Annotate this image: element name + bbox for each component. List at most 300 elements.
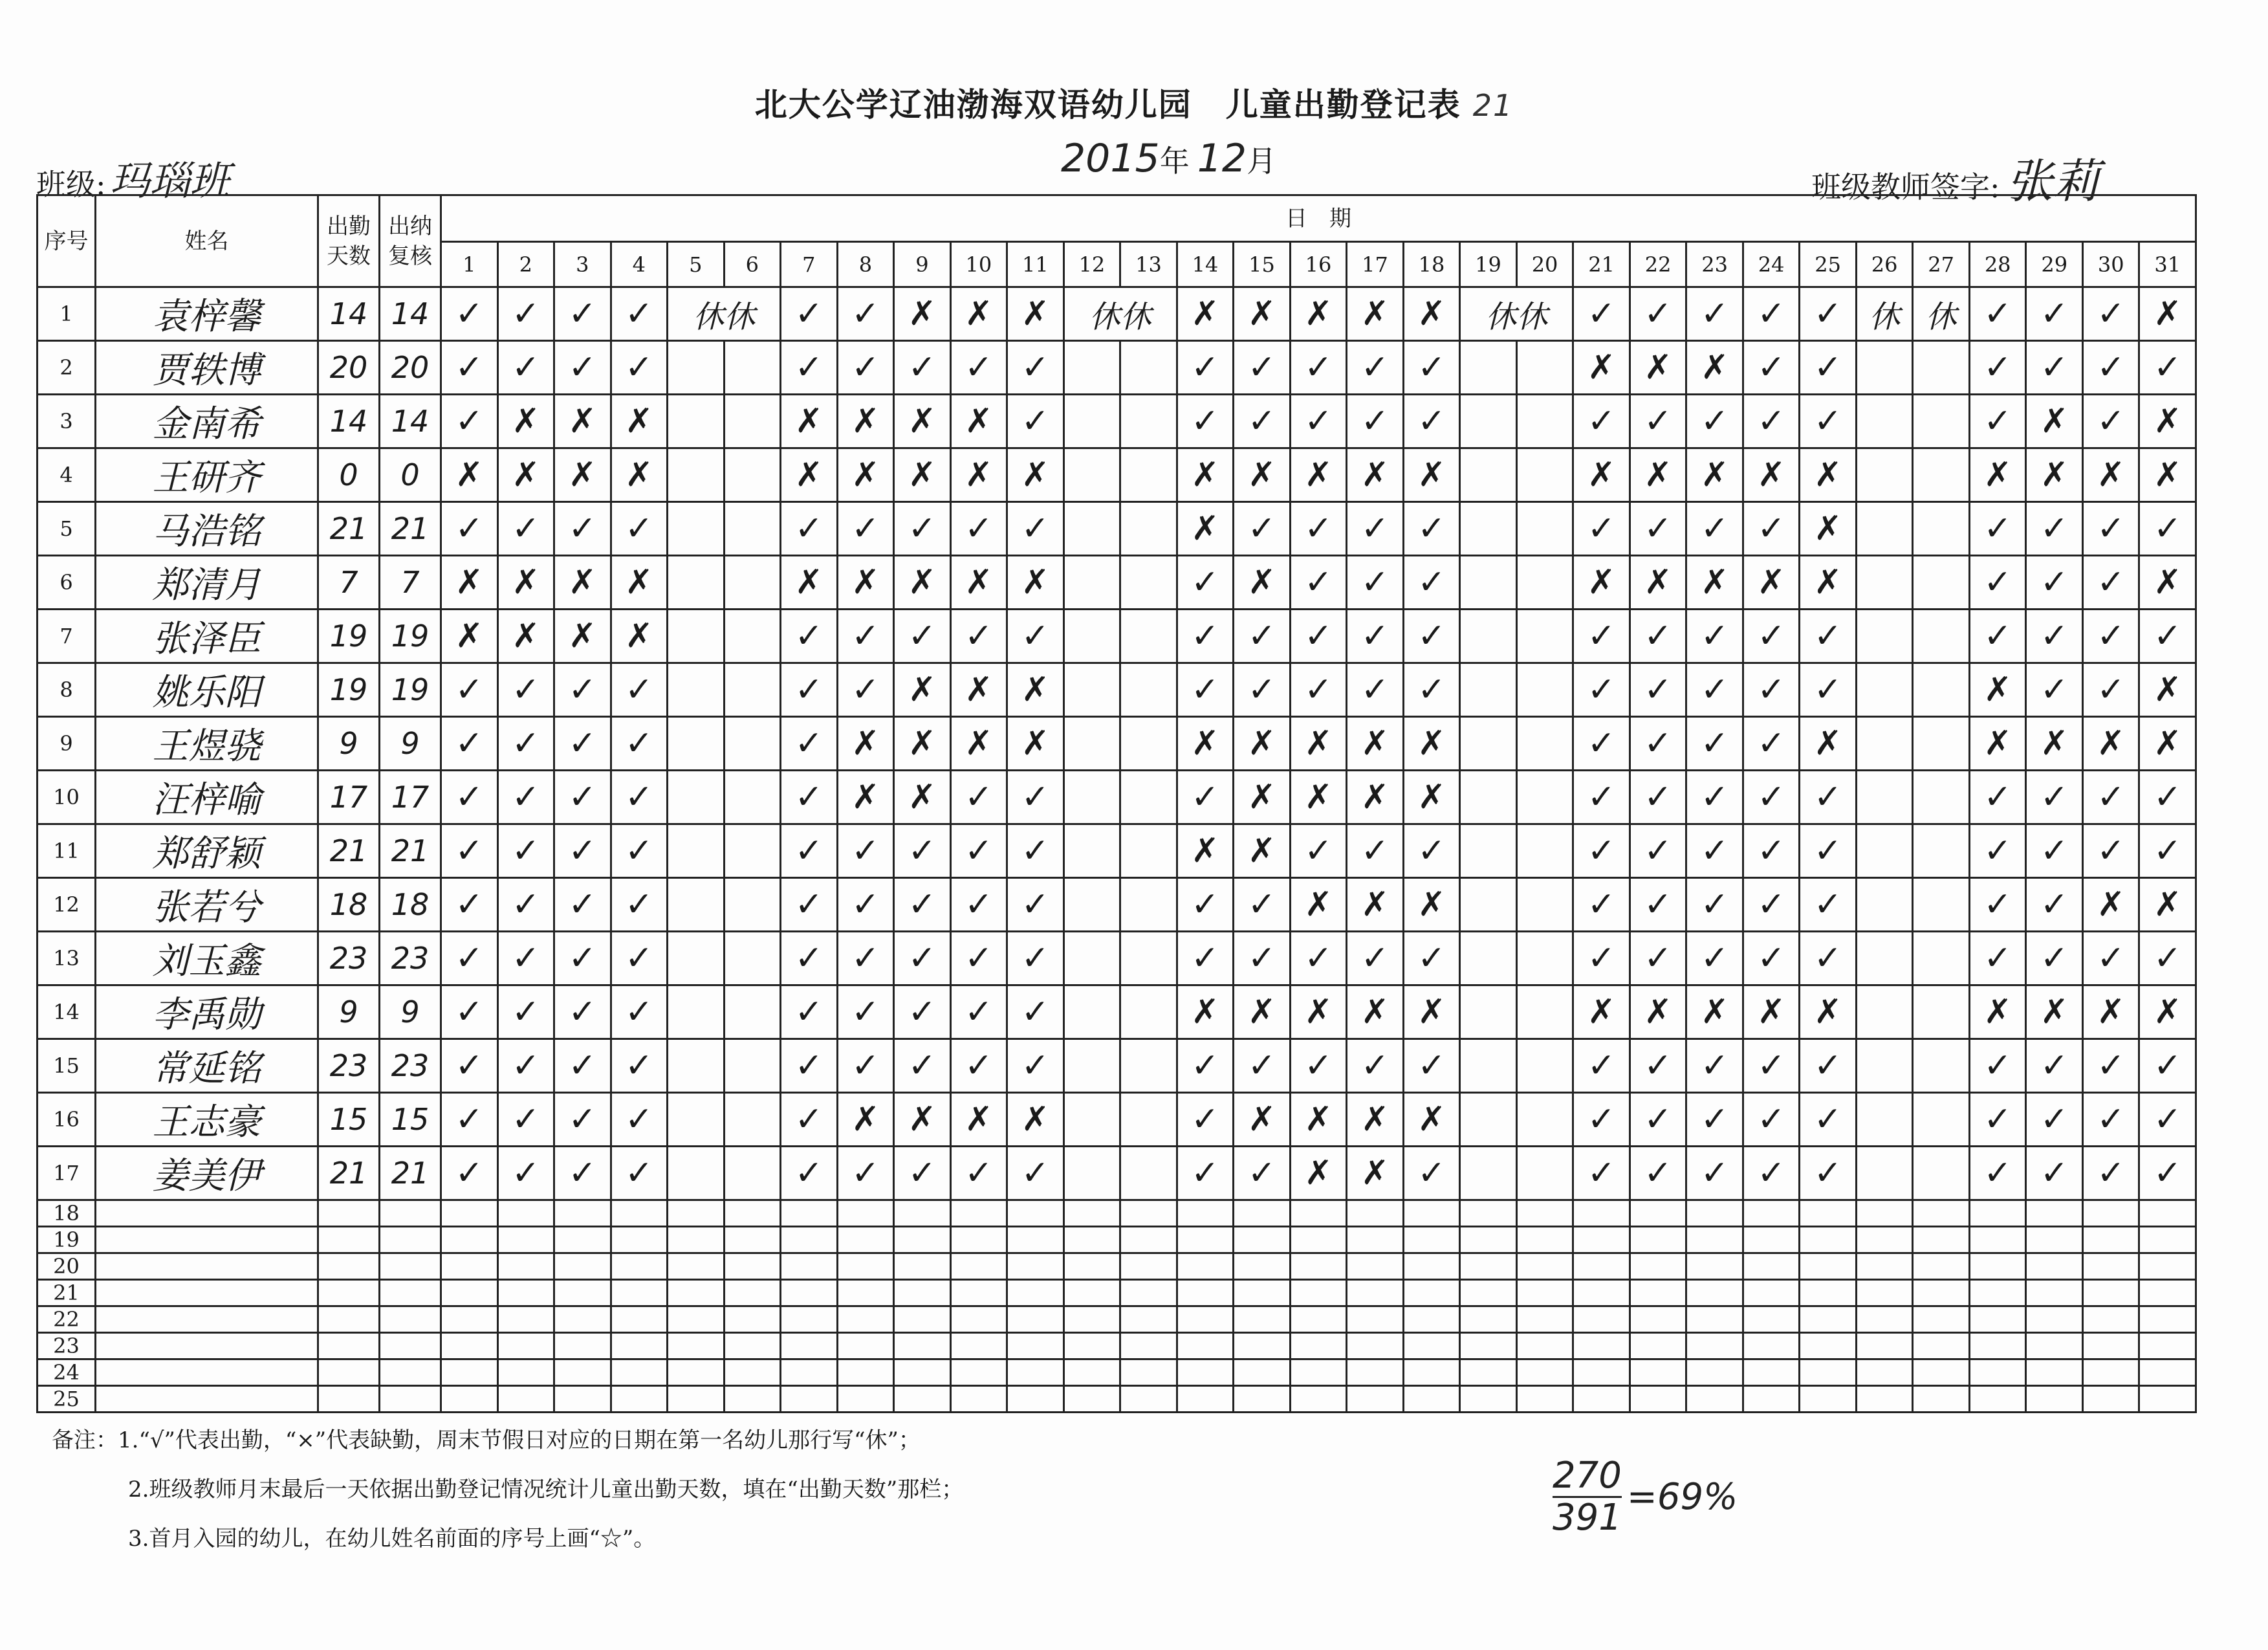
row-number: 24 — [38, 1359, 96, 1386]
attendance-mark — [1913, 663, 1970, 717]
attendance-mark: ✓ — [1743, 824, 1800, 878]
attendance-mark — [1063, 556, 1120, 610]
attendance-mark — [1120, 717, 1177, 771]
recheck-days — [380, 1386, 441, 1413]
attendance-mark: ✓ — [554, 985, 611, 1039]
attendance-mark: ✗ — [837, 717, 894, 771]
attendance-mark — [1800, 1280, 1857, 1306]
attendance-mark — [1856, 771, 1913, 824]
attendance-mark — [1573, 1200, 1630, 1227]
attendance-mark: ✓ — [1234, 341, 1291, 395]
attendance-mark: ✓ — [1573, 287, 1630, 341]
attendance-mark — [1234, 1200, 1291, 1227]
attendance-mark: ✓ — [837, 1039, 894, 1093]
attendance-mark — [837, 1253, 894, 1280]
attend-days — [318, 1333, 380, 1359]
attendance-mark: ✓ — [2082, 663, 2139, 717]
attendance-mark — [2082, 1306, 2139, 1333]
attendance-mark: ✓ — [950, 502, 1007, 556]
attendance-mark — [1516, 502, 1573, 556]
recheck-header: 出纳复核 — [380, 195, 441, 287]
attendance-mark: ✓ — [781, 663, 838, 717]
attendance-mark: ✓ — [894, 932, 951, 985]
attendance-mark: ✓ — [781, 502, 838, 556]
attendance-mark — [894, 1386, 951, 1413]
attendance-mark — [1120, 1280, 1177, 1306]
attendance-mark — [1460, 341, 1517, 395]
attendance-mark: ✓ — [1234, 1039, 1291, 1093]
attendance-mark: ✓ — [837, 663, 894, 717]
attendance-mark — [1234, 1386, 1291, 1413]
child-name: 袁梓馨 — [96, 287, 318, 341]
recheck-days: 19 — [380, 663, 441, 717]
attendance-mark — [724, 771, 781, 824]
attend-days — [318, 1227, 380, 1253]
attendance-mark: ✓ — [497, 771, 554, 824]
attendance-mark: ✗ — [950, 395, 1007, 448]
attendance-mark — [1516, 1306, 1573, 1333]
attendance-mark: ✗ — [1630, 341, 1686, 395]
rest-mark: 休 — [1856, 287, 1913, 341]
attendance-mark: ✓ — [554, 287, 611, 341]
recheck-days: 9 — [380, 985, 441, 1039]
rest-mark: 休休 — [1460, 287, 1573, 341]
attendance-mark — [1403, 1227, 1460, 1253]
attendance-mark — [497, 1253, 554, 1280]
attendance-mark: ✓ — [781, 771, 838, 824]
day-header: 15 — [1234, 242, 1291, 287]
attendance-mark: ✓ — [441, 1039, 498, 1093]
attendance-mark — [2082, 1359, 2139, 1386]
attendance-mark — [1063, 771, 1120, 824]
attendance-mark: ✓ — [1290, 1039, 1347, 1093]
attendance-mark: ✓ — [1347, 1039, 1404, 1093]
attendance-mark — [1856, 932, 1913, 985]
attendance-mark — [724, 1359, 781, 1386]
attendance-mark — [1516, 1200, 1573, 1227]
attendance-mark — [668, 1359, 725, 1386]
attendance-mark: ✓ — [1347, 395, 1404, 448]
attendance-mark — [1856, 1386, 1913, 1413]
child-name: 刘玉鑫 — [96, 932, 318, 985]
attendance-mark: ✓ — [1007, 985, 1064, 1039]
attendance-mark — [2082, 1200, 2139, 1227]
attendance-mark — [441, 1280, 498, 1306]
attendance-mark — [1460, 985, 1517, 1039]
attendance-mark — [497, 1227, 554, 1253]
recheck-days — [380, 1333, 441, 1359]
attendance-mark — [1460, 1227, 1517, 1253]
recheck-days — [380, 1253, 441, 1280]
attendance-mark: ✓ — [1347, 502, 1404, 556]
attendance-mark — [1460, 502, 1517, 556]
table-row — [38, 1306, 2196, 1333]
attendance-mark — [894, 1359, 951, 1386]
child-name — [96, 1386, 318, 1413]
attendance-mark — [2139, 1227, 2196, 1253]
attendance-mark: ✓ — [837, 985, 894, 1039]
attendance-mark: ✗ — [1234, 1093, 1291, 1147]
attendance-mark: ✓ — [1743, 771, 1800, 824]
attendance-mark — [1516, 556, 1573, 610]
attendance-mark — [1686, 1359, 1743, 1386]
attendance-mark: ✓ — [1234, 610, 1291, 663]
attendance-mark: ✗ — [1403, 1093, 1460, 1147]
attendance-mark: ✓ — [497, 985, 554, 1039]
attendance-mark: ✗ — [1403, 985, 1460, 1039]
day-header: 26 — [1856, 242, 1913, 287]
attendance-mark — [1177, 1359, 1234, 1386]
attendance-mark — [837, 1386, 894, 1413]
attendance-mark — [1913, 932, 1970, 985]
attendance-mark — [1913, 1359, 1970, 1386]
attendance-mark: ✓ — [2082, 502, 2139, 556]
attendance-mark — [1063, 341, 1120, 395]
attendance-mark — [2082, 1227, 2139, 1253]
attendance-mark: ✓ — [2026, 610, 2083, 663]
attendance-mark — [1913, 502, 1970, 556]
attendance-mark: ✓ — [837, 1147, 894, 1200]
attendance-mark — [1347, 1306, 1404, 1333]
attend-days: 23 — [318, 1039, 380, 1093]
attendance-mark — [554, 1359, 611, 1386]
table-row — [38, 502, 2196, 556]
table-row — [38, 1359, 2196, 1386]
attendance-mark: ✓ — [1630, 932, 1686, 985]
attendance-mark — [1516, 395, 1573, 448]
attendance-mark — [724, 502, 781, 556]
attendance-mark: ✓ — [1573, 1147, 1630, 1200]
attendance-mark — [1630, 1386, 1686, 1413]
attendance-mark: ✗ — [1403, 287, 1460, 341]
child-name: 姜美伊 — [96, 1147, 318, 1200]
attendance-mark — [554, 1333, 611, 1359]
attendance-mark — [1969, 1200, 2026, 1227]
attendance-mark: ✗ — [1969, 717, 2026, 771]
attendance-mark: ✓ — [837, 610, 894, 663]
attendance-mark: ✓ — [2139, 341, 2196, 395]
attendance-mark: ✓ — [554, 1093, 611, 1147]
attendance-mark: ✓ — [1800, 771, 1857, 824]
attendance-mark — [1856, 1333, 1913, 1359]
attendance-mark: ✓ — [2139, 1147, 2196, 1200]
attendance-mark: ✓ — [1686, 1093, 1743, 1147]
attendance-mark — [1743, 1227, 1800, 1253]
attendance-mark: ✗ — [1234, 556, 1291, 610]
attendance-mark — [1573, 1280, 1630, 1306]
attendance-mark: ✗ — [554, 448, 611, 502]
attend-days: 14 — [318, 395, 380, 448]
attendance-mark — [724, 824, 781, 878]
attendance-mark — [1007, 1359, 1064, 1386]
attendance-mark: ✓ — [1177, 663, 1234, 717]
attendance-mark: ✓ — [1969, 771, 2026, 824]
table-row — [38, 1147, 2196, 1200]
attendance-mark — [1290, 1333, 1347, 1359]
attendance-mark: ✓ — [781, 1093, 838, 1147]
attendance-mark — [1063, 1200, 1120, 1227]
attendance-mark: ✓ — [2139, 771, 2196, 824]
attendance-mark: ✓ — [1686, 824, 1743, 878]
attendance-mark — [1686, 1386, 1743, 1413]
attendance-mark — [1120, 932, 1177, 985]
day-header: 17 — [1347, 242, 1404, 287]
attendance-mark: ✗ — [1347, 771, 1404, 824]
attendance-mark: ✓ — [554, 1147, 611, 1200]
attend-days — [318, 1200, 380, 1227]
day-header: 10 — [950, 242, 1007, 287]
attendance-mark — [1516, 1147, 1573, 1200]
child-name: 常延铭 — [96, 1039, 318, 1093]
attendance-mark — [1120, 1200, 1177, 1227]
attendance-mark: ✗ — [894, 395, 951, 448]
attendance-mark: ✗ — [2139, 663, 2196, 717]
attendance-mark: ✗ — [1630, 448, 1686, 502]
attendance-mark — [1516, 341, 1573, 395]
attendance-mark: ✗ — [837, 395, 894, 448]
attendance-mark — [1460, 1359, 1517, 1386]
attendance-mark: ✓ — [554, 932, 611, 985]
attendance-mark: ✗ — [1800, 556, 1857, 610]
attendance-mark — [2139, 1359, 2196, 1386]
attendance-mark: ✓ — [894, 341, 951, 395]
attendance-mark — [1800, 1333, 1857, 1359]
attendance-mark: ✓ — [1800, 1147, 1857, 1200]
name-header: 姓名 — [96, 195, 318, 287]
attendance-mark — [2139, 1306, 2196, 1333]
attendance-mark — [1347, 1253, 1404, 1280]
attendance-mark: ✓ — [1347, 610, 1404, 663]
attendance-mark: ✓ — [1800, 287, 1857, 341]
attendance-mark: ✓ — [1800, 610, 1857, 663]
day-header: 24 — [1743, 242, 1800, 287]
attendance-mark: ✓ — [1403, 1039, 1460, 1093]
table-row — [38, 771, 2196, 824]
attendance-mark: ✗ — [1347, 985, 1404, 1039]
attendance-mark — [1913, 448, 1970, 502]
attendance-mark — [1063, 448, 1120, 502]
attendance-mark: ✗ — [1969, 985, 2026, 1039]
table-row — [38, 1333, 2196, 1359]
attendance-mark: ✓ — [497, 878, 554, 932]
attendance-mark: ✓ — [837, 341, 894, 395]
attendance-mark: ✗ — [1290, 1093, 1347, 1147]
note-line-3: 3.首月入园的幼儿，在幼儿姓名前面的序号上画“☆”。 — [128, 1526, 656, 1552]
attendance-mark — [1460, 395, 1517, 448]
attendance-mark: ✓ — [441, 932, 498, 985]
attendance-mark — [1403, 1386, 1460, 1413]
attendance-mark — [1063, 610, 1120, 663]
year-suffix: 年 — [1159, 144, 1190, 179]
attendance-mark — [668, 448, 725, 502]
child-name — [96, 1227, 318, 1253]
attendance-mark: ✗ — [1234, 985, 1291, 1039]
row-number: 10 — [38, 771, 96, 824]
attendance-mark — [2026, 1333, 2083, 1359]
attendance-mark — [1856, 985, 1913, 1039]
attendance-mark: ✓ — [611, 878, 668, 932]
attendance-mark — [1573, 1227, 1630, 1253]
attendance-mark — [1403, 1333, 1460, 1359]
attendance-mark — [894, 1306, 951, 1333]
attendance-mark: ✗ — [1403, 771, 1460, 824]
row-number: 13 — [38, 932, 96, 985]
attendance-mark: ✓ — [1290, 932, 1347, 985]
attendance-mark — [1063, 932, 1120, 985]
attendance-mark — [781, 1253, 838, 1280]
attendance-mark — [724, 395, 781, 448]
attendance-mark — [1856, 1093, 1913, 1147]
attendance-mark — [1913, 1306, 1970, 1333]
attendance-mark: ✗ — [950, 663, 1007, 717]
attendance-mark — [1856, 1359, 1913, 1386]
attendance-mark — [554, 1227, 611, 1253]
attendance-mark — [1063, 1386, 1120, 1413]
attendance-mark: ✗ — [1743, 985, 1800, 1039]
attendance-mark — [1856, 717, 1913, 771]
attendance-mark: ✗ — [554, 395, 611, 448]
row-number: 21 — [38, 1280, 96, 1306]
child-name: 姚乐阳 — [96, 663, 318, 717]
month-suffix: 月 — [1247, 144, 1277, 179]
attendance-mark — [1516, 1386, 1573, 1413]
row-number: 5 — [38, 502, 96, 556]
attendance-mark — [668, 341, 725, 395]
attendance-mark — [1516, 1093, 1573, 1147]
attendance-mark — [1063, 1333, 1120, 1359]
attendance-mark — [1177, 1333, 1234, 1359]
attendance-mark — [1347, 1359, 1404, 1386]
recheck-days — [380, 1227, 441, 1253]
attendance-mark: ✗ — [1573, 985, 1630, 1039]
attendance-mark: ✓ — [441, 771, 498, 824]
attendance-mark: ✓ — [1573, 395, 1630, 448]
attendance-mark — [1063, 1306, 1120, 1333]
attendance-mark: ✗ — [1686, 985, 1743, 1039]
attendance-mark — [2026, 1359, 2083, 1386]
attendance-mark — [1063, 502, 1120, 556]
attendance-mark: ✓ — [497, 663, 554, 717]
attendance-mark: ✓ — [1403, 1147, 1460, 1200]
attendance-mark: ✗ — [1007, 448, 1064, 502]
attendance-mark — [1290, 1359, 1347, 1386]
attendance-mark — [1969, 1333, 2026, 1359]
table-row — [38, 717, 2196, 771]
attendance-mark — [1969, 1359, 2026, 1386]
attendance-mark: ✗ — [2082, 878, 2139, 932]
attendance-mark — [1800, 1253, 1857, 1280]
attendance-mark: ✓ — [611, 1039, 668, 1093]
attendance-mark — [668, 1039, 725, 1093]
attendance-mark: ✓ — [611, 824, 668, 878]
attendance-mark — [724, 878, 781, 932]
attendance-mark: ✓ — [1630, 771, 1686, 824]
attendance-mark: ✗ — [441, 610, 498, 663]
day-header: 12 — [1063, 242, 1120, 287]
attendance-mark — [1177, 1253, 1234, 1280]
child-name: 郑舒颖 — [96, 824, 318, 878]
attendance-mark: ✓ — [1177, 932, 1234, 985]
attendance-mark — [1007, 1227, 1064, 1253]
attendance-mark — [894, 1253, 951, 1280]
attendance-mark — [1120, 610, 1177, 663]
attendance-mark — [1063, 1280, 1120, 1306]
attendance-mark: ✓ — [2026, 663, 2083, 717]
attendance-mark: ✓ — [1743, 717, 1800, 771]
attendance-mark: ✓ — [1573, 878, 1630, 932]
attendance-mark — [724, 985, 781, 1039]
attendance-mark — [1177, 1227, 1234, 1253]
recheck-days: 15 — [380, 1093, 441, 1147]
attendance-mark — [1063, 1359, 1120, 1386]
row-number: 20 — [38, 1253, 96, 1280]
attendance-mark — [1913, 717, 1970, 771]
attendance-mark — [1856, 1227, 1913, 1253]
attendance-mark: ✗ — [1573, 556, 1630, 610]
attendance-mark: ✓ — [1743, 932, 1800, 985]
attendance-mark — [1573, 1359, 1630, 1386]
attendance-mark — [668, 824, 725, 878]
attendance-mark: ✗ — [2082, 985, 2139, 1039]
attend-days — [318, 1359, 380, 1386]
child-name: 贾轶博 — [96, 341, 318, 395]
attendance-mark: ✓ — [1800, 341, 1857, 395]
attendance-mark: ✗ — [1800, 717, 1857, 771]
attendance-mark — [2082, 1333, 2139, 1359]
attendance-mark: ✓ — [950, 932, 1007, 985]
attendance-mark — [611, 1386, 668, 1413]
attendance-mark: ✓ — [1403, 556, 1460, 610]
attend-days: 14 — [318, 287, 380, 341]
attendance-mark — [1913, 824, 1970, 878]
table-row — [38, 1253, 2196, 1280]
seq-header: 序号 — [38, 195, 96, 287]
attendance-mark — [2139, 1200, 2196, 1227]
attendance-mark — [1630, 1359, 1686, 1386]
day-header: 25 — [1800, 242, 1857, 287]
attendance-mark — [1120, 1147, 1177, 1200]
attendance-mark: ✓ — [950, 341, 1007, 395]
attendance-mark: ✓ — [1743, 663, 1800, 717]
day-header: 9 — [894, 242, 951, 287]
attendance-mark — [724, 1333, 781, 1359]
attendance-mark — [1007, 1280, 1064, 1306]
row-number: 19 — [38, 1227, 96, 1253]
table-row — [38, 985, 2196, 1039]
recheck-days — [380, 1200, 441, 1227]
attendance-mark — [724, 663, 781, 717]
day-header: 11 — [1007, 242, 1064, 287]
attendance-mark — [1516, 1039, 1573, 1093]
attendance-mark — [1403, 1306, 1460, 1333]
attendance-mark — [724, 556, 781, 610]
attendance-mark: ✓ — [2082, 1147, 2139, 1200]
child-name — [96, 1333, 318, 1359]
attendance-mark — [497, 1333, 554, 1359]
attendance-mark — [668, 985, 725, 1039]
attendance-mark — [668, 771, 725, 824]
attendance-mark — [950, 1280, 1007, 1306]
attend-days — [318, 1386, 380, 1413]
row-number: 3 — [38, 395, 96, 448]
attendance-mark — [611, 1333, 668, 1359]
attendance-mark — [1120, 395, 1177, 448]
attendance-mark — [1573, 1333, 1630, 1359]
attendance-mark — [781, 1227, 838, 1253]
day-header: 28 — [1969, 242, 2026, 287]
attendance-mark: ✓ — [1177, 610, 1234, 663]
attendance-mark: ✗ — [1347, 448, 1404, 502]
